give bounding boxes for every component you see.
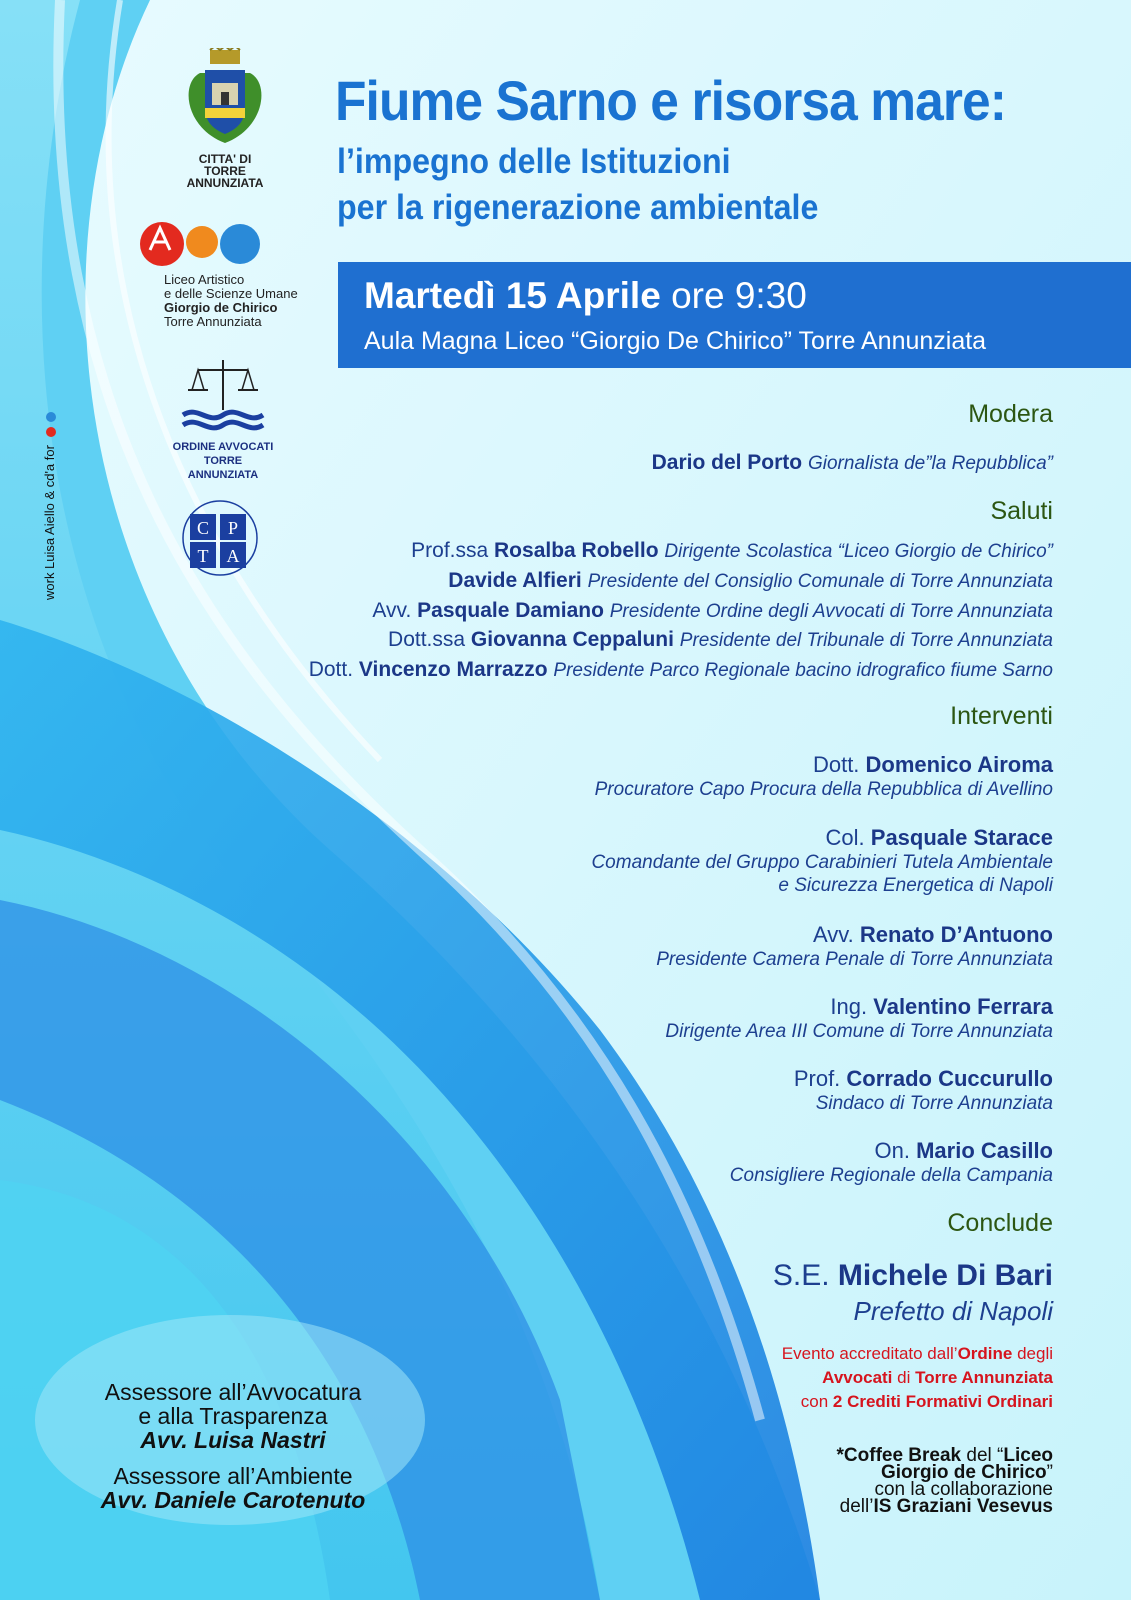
saluti-item [411,539,1053,563]
date-banner [338,262,1131,368]
saluti-role: Presidente del Tribunale di Torre Annunziata [679,630,1053,651]
coffee-text: Liceo [1003,1445,1053,1466]
saluti-role: Presidente del Consiglio Comunale di Torre Annunziata [587,571,1053,592]
conclude-prefix: S.E. [772,1259,830,1292]
saluti-item [372,599,1053,623]
assessore-role: Assessore all’Avvocatura [104,1379,362,1405]
design-credit-text: work Luisa Aiello & cd'a for [42,445,57,600]
event-subtitle-2: per la rigenerazione ambientale [337,188,819,227]
accreditation-text: Evento accreditato dall’ [781,1344,958,1363]
assessore-name: Avv. Daniele Carotenuto [100,1487,366,1513]
saluti-name: Vincenzo Marrazzo [358,658,548,681]
saluti-role: Dirigente Scolastica “Liceo Giorgio de Chirico” [664,541,1053,562]
city-label-1: CITTA' DI [198,152,252,166]
event-title: Fiume Sarno e risorsa mare: [335,69,1006,132]
intervento-prefix: Prof. [793,1066,841,1091]
intervento-role: Procuratore Capo Procura della Repubblica di Avellino [594,779,1053,800]
city-crest-icon [180,48,270,148]
intervento-name: Pasquale Starace [870,825,1053,850]
cpta-letter-t: T [197,546,209,566]
accreditation-text: con [800,1392,833,1411]
saluti-heading: Saluti [990,497,1053,525]
interventi-heading: Interventi [950,702,1053,730]
conclude-heading: Conclude [947,1209,1053,1237]
school-line-1: Liceo Artistico [164,272,245,287]
scales-of-justice-icon [178,355,268,435]
event-subtitle-1: l’impegno delle Istituzioni [337,142,731,181]
bar-association-logo [168,355,278,482]
saluti-item [388,628,1053,652]
event-datetime [364,275,807,317]
accreditation-text: degli [1012,1344,1053,1363]
school-logo [140,220,310,329]
school-line-3: Giorgio de Chirico [164,300,278,315]
intervento-prefix: Avv. [813,922,854,947]
coffee-text: IS Graziani Vesevus [873,1496,1053,1517]
cpta-letter-p: P [227,518,239,538]
assessore-role: Assessore all’Ambiente [113,1463,353,1489]
accreditation-text: Torre Annunziata [915,1368,1053,1387]
design-credit [42,412,57,600]
coffee-text: del “ [961,1445,1004,1466]
moderator-name: Dario del Porto [651,451,803,474]
conclude-role: Prefetto di Napoli [853,1296,1053,1326]
saluti-name: Rosalba Robello [494,539,659,562]
intervento-item [595,752,1053,801]
event-date: Martedì 15 Aprile [364,275,661,316]
camera-penale-seal-icon [165,500,275,582]
accreditation-text: Avvocati [822,1368,893,1387]
intervento-prefix: Ing. [830,994,868,1019]
saluti-role: Presidente Parco Regionale bacino idrografico fiume Sarno [553,660,1053,681]
city-label-3: ANNUNZIATA [186,176,264,190]
moderator-role: Giornalista de”la Repubblica” [807,453,1053,474]
intervento-name: Valentino Ferrara [873,994,1053,1019]
intervento-item [656,922,1053,971]
intervento-prefix: Dott. [812,752,860,777]
intervento-role: Presidente Camera Penale di Torre Annunziata [656,949,1053,970]
saluti-name: Giovanna Ceppaluni [470,628,674,651]
intervento-name: Renato D’Antuono [859,922,1053,947]
bar-label-2: TORRE ANNUNZIATA [187,455,259,481]
venue-name: Aula Magna Liceo “Giorgio De Chirico” [364,327,792,355]
event-time: ore 9:30 [671,275,807,316]
coffee-text: con la collaborazione [874,1479,1053,1500]
intervento-item [665,994,1053,1043]
credit-logo-icon-2 [46,412,56,422]
accreditation-text: di [892,1368,916,1387]
assessore-name: Avv. Luisa Nastri [140,1427,326,1453]
city-logo [170,48,280,189]
saluti-prefix: Dott. [308,658,354,681]
intervento-role: Comandante del Gruppo Carabinieri Tutela Ambientale [591,852,1053,873]
venue-city: Torre Annunziata [798,327,987,355]
conclude-person: Michele Di Bari [837,1259,1053,1292]
saluti-item [309,658,1053,682]
accreditation-text: 2 Crediti Formativi Ordinari [832,1392,1053,1411]
intervento-name: Domenico Airoma [865,752,1053,777]
intervento-name: Mario Casillo [916,1138,1053,1163]
intervento-role: Dirigente Area III Comune di Torre Annunziata [665,1021,1053,1042]
credit-logo-icon [46,427,56,437]
saluti-prefix: Prof.ssa [411,539,489,562]
camera-penale-logo [165,500,275,587]
school-logo-icon [140,220,270,268]
intervento-name: Corrado Cuccurullo [846,1066,1053,1091]
intervento-item [591,825,1053,897]
intervento-role: Consigliere Regionale della Campania [729,1165,1053,1186]
school-line-4: Torre Annunziata [164,314,262,329]
coffee-text: dell’ [839,1496,874,1517]
coffee-text: Giorgio de Chirico [880,1462,1047,1483]
city-label-2: TORRE [204,164,246,178]
intervento-prefix: On. [874,1138,910,1163]
school-name [140,273,310,329]
accreditation-text: Ordine [957,1344,1013,1363]
saluti-name: Davide Alfieri [448,569,582,592]
coffee-break-note: *Coffee Break del “Liceo Giorgio de Chirico” con la collaborazione dell’IS Graziani Vesevus [836,1445,1053,1517]
school-line-2: e delle Scienze Umane [164,286,298,301]
saluti-prefix: Avv. [372,599,412,622]
saluti-role: Presidente Ordine degli Avvocati di Torre Annunziata [609,601,1053,622]
intervento-role-2: e Sicurezza Energetica di Napoli [778,875,1053,896]
modera-entry [652,451,1053,475]
saluti-prefix: Dott.ssa [388,628,466,651]
saluti-item [448,569,1053,593]
modera-heading: Modera [968,400,1053,428]
event-venue [364,327,986,356]
assessore-role: e alla Trasparenza [138,1403,328,1429]
intervento-item [794,1066,1053,1115]
bar-label-1: ORDINE AVVOCATI [172,441,274,453]
assessori-block [48,1380,418,1512]
intervento-prefix: Col. [825,825,865,850]
cpta-letter-c: C [196,518,210,538]
saluti-name: Pasquale Damiano [417,599,604,622]
intervento-item [730,1138,1053,1187]
coffee-text: *Coffee Break [836,1445,962,1466]
accreditation-note [782,1342,1053,1414]
intervento-role: Sindaco di Torre Annunziata [815,1093,1053,1114]
conclude-name [773,1259,1053,1293]
cpta-letter-a: A [226,546,240,566]
